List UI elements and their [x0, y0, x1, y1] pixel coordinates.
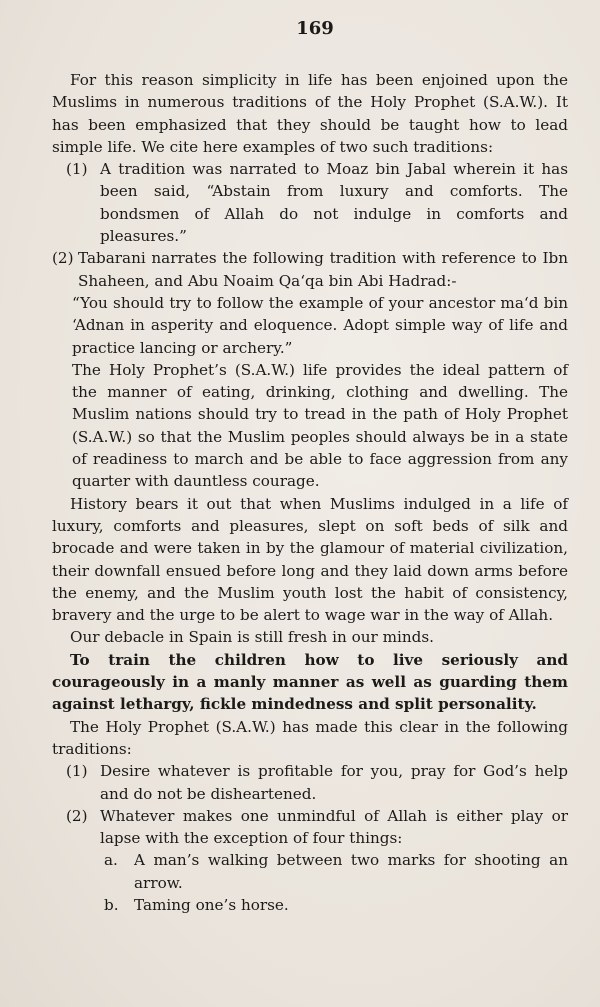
paragraph-prophet-life: The Holy Prophet’s (S.A.W.) life provides the ideal pattern of the manner of eating, drinking, clothing and dwelling. The Muslim nations should try to tread in the path of Holy Prophet (S.A.W.) so that the Muslim peoples should always be in a state of readiness to march and be able to face aggression from any quarter with dauntless courage.	[72, 360, 568, 491]
paragraph-intro: For this reason simplicity in life has been enjoined upon the Muslims in numerous traditions of the Holy Prophet (S.A.W.). It has been emphasized that they should be taught how to lead simple life. We cite here examples of two such traditions:	[52, 71, 568, 156]
list-item-2-text: Whatever makes one unmindful of Allah is either play or lapse with the exception of four things:	[100, 806, 568, 848]
list-item-2-number: (2)	[66, 806, 88, 825]
tradition-1	[52, 158, 568, 247]
paragraph-spain: Our debacle in Spain is still fresh in our minds.	[70, 628, 435, 647]
list-item-1-text: Desire whatever is profitable for you, pray for God’s help and do not be disheartened.	[100, 762, 568, 803]
list-item-1-number: (1)	[66, 762, 88, 781]
tradition-1-number: (1)	[66, 160, 88, 179]
tradition-2-number: (2)	[52, 249, 74, 268]
tradition-2-quote: “You should try to follow the example of your ancestor ma‘d bin ‘Adnan in asperity and eloquence. Adopt simple way of life and practice lancing or archery.”	[72, 293, 568, 357]
paragraph-train-children: To train the children how to live seriously and courageously in a manly manner as well as guarding them against lethargy, fickle mindedness and split personality.	[52, 650, 568, 714]
tradition-2	[52, 247, 568, 292]
paragraph-history: History bears it out that when Muslims indulged in a life of luxury, comforts and pleasures, slept on soft beds of silk and brocade and were taken in by the glamour of material civilization, their downfall ensued before long and they laid down arms before the enemy, and the Muslim youth lost the habit of consistency, bravery and the urge to be alert to wage war in the way of Allah.	[52, 494, 568, 625]
list-subitem-a	[52, 849, 568, 894]
tradition-2-text: Tabarani narrates the following tradition with reference to Ibn Shaheen, and Abu Noaim Qa‘qa bin Abi Hadrad:-	[78, 249, 568, 290]
list-subitem-a-letter: a.	[104, 851, 118, 870]
page-number: 169	[296, 18, 334, 39]
list-item-2	[52, 805, 568, 850]
list-subitem-b-text: Taming one’s horse.	[134, 895, 289, 914]
paragraph-following-traditions: The Holy Prophet (S.A.W.) has made this clear in the following traditions:	[52, 717, 568, 758]
list-subitem-a-text: A man’s walking between two marks for shooting an arrow.	[134, 851, 568, 892]
list-subitem-b	[52, 894, 568, 916]
page-body	[52, 69, 568, 916]
list-subitem-b-letter: b.	[104, 895, 119, 914]
list-item-1	[52, 760, 568, 805]
tradition-1-text: A tradition was narrated to Moaz bin Jabal wherein it has been said, “Abstain from luxury and comforts. The bondsmen of Allah do not indulge in comforts and pleasures.”	[100, 160, 568, 246]
